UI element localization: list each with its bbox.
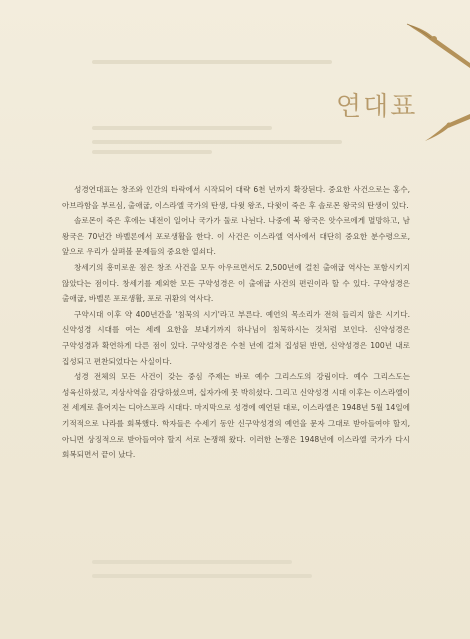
paragraph: 성경연대표는 창조와 인간의 타락에서 시작되어 대략 6천 년까지 확장된다. 중요한 사건으로는 홍수, 아브라함을 부르심, 출애굽, 이스라엘 국가의 탄생, 다윗 왕조, 다윗이 죽은 후 솔로몬 왕국의 탄생이 있다. bbox=[62, 185, 410, 210]
paragraph: 솔로몬이 죽은 후에는 내전이 일어나 국가가 둘로 나뉜다. 나중에 북 왕국은 앗수르에게 멸망하고, 남 왕국은 70년간 바벨론에서 포로생활을 한다. 이 사건은 이스라엘 역사에서 대단히 중요한 분수령으로, 앞으로 우리가 살펴볼 문제들의 중요한 열쇠다. bbox=[62, 216, 410, 257]
clock-hands-icon bbox=[385, 0, 470, 160]
bleed-through-line bbox=[92, 150, 212, 154]
page-title: 연대표 bbox=[336, 92, 418, 122]
bleed-through-line bbox=[92, 126, 272, 130]
bleed-through-line bbox=[92, 60, 332, 64]
paragraph: 성경 전체의 모든 사건이 갖는 중심 주제는 바로 예수 그리스도의 강림이다. 예수 그리스도는 성육신하셨고, 지상사역을 감당하셨으며, 십자가에 못 박히셨다. 그리고 신약성경 시대 이후는 이스라엘이 전 세계로 흩어지는 디아스포라 시대다. 마지막으로 성경에 예언된 대로, 이스라엘은 1948년 5월 14일에 기적적으로 나라를 회복했다. 학자들은 수세기 동안 신구약성경의 예언을 문자 그대로 받아들여야 할지, 아니면 상징적으로 받아들여야 할지 서로 논쟁해 왔다. 이러한 논쟁은 1948년에 이스라엘 국가가 다시 회복되면서 끝이 났다. bbox=[62, 372, 410, 460]
body-text bbox=[62, 182, 410, 463]
bleed-through-line bbox=[92, 560, 292, 564]
paragraph: 구약시대 이후 약 400년간을 '침묵의 시기'라고 부른다. 예언의 목소리가 전혀 들리지 않은 시기다. 신약성경 시대를 여는 세례 요한을 보내기까지 하나님이 침묵하시는 것처럼 보인다. 신약성경은 구약성경과 확연하게 다른 점이 있다. 구약성경은 수천 년에 걸쳐 집성된 반면, 신약성경은 100년 내로 집성되고 편찬되었다는 사실이다. bbox=[62, 309, 410, 366]
bleed-through-line bbox=[92, 574, 312, 578]
paragraph: 창세기의 흥미로운 점은 창조 사건을 모두 아우르면서도 2,500년에 걸친 출애굽 역사는 포함시키지 않았다는 점이다. 창세기를 제외한 모든 구약성경은 이 출애굽 사건의 편린이라 할 수 있다. 구약성경은 출애굽, 바벨론 포로생활, 포로 귀환의 역사다. bbox=[62, 262, 410, 304]
bleed-through-line bbox=[92, 140, 342, 144]
